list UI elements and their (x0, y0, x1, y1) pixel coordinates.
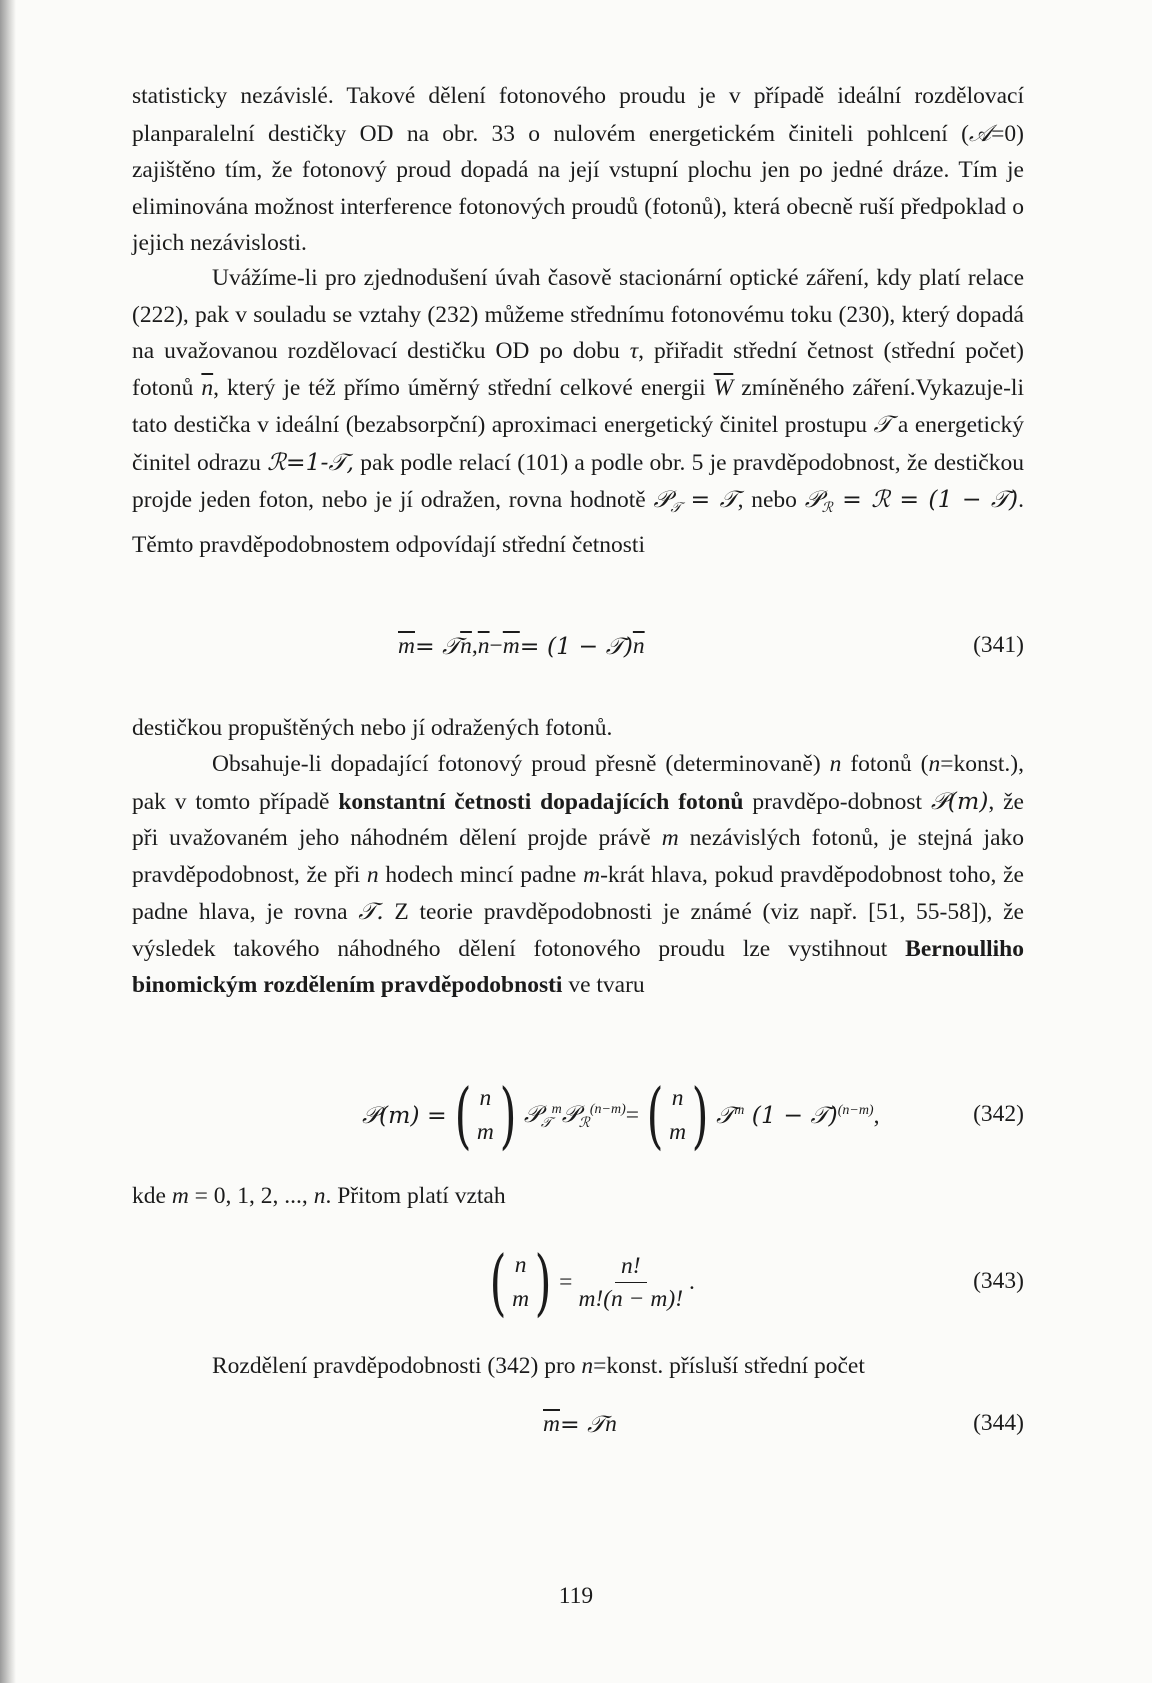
page-number: 119 (558, 1583, 594, 1609)
binomial-coefficient: ( n m ) (454, 1073, 517, 1157)
paragraph-4: Obsahuje-li dopadající fotonový proud přesně (determinovaně) n fotonů (n=konst.), pak v tomto případě konstantní četnosti dopadajících fotonů pravděpo-dobnost 𝒫(m), že při uvažovaném jeho náhodném dělení projde právě m nezávislých fotonů, je stejná jako pravděpodobnost, že při n hodech mincí padne m-krát hlava, pokud pravděpodobnost toho, že padne hlava, je rovna 𝒯. Z teorie pravděpodobnosti je známé (viz např. [51, 55-58]), že výsledek takového náhodného dělení fotonového proudu lze vystihnout Bernoulliho binomickým rozdělením pravděpodobnosti ve tvaru (132, 751, 1024, 998)
equation-342: 𝒫(m) = ( n m ) 𝒫$_𝒯^m$𝒫$_ℛ^{(n-m)}$ = ( n m ) 𝒯$^m$ (1 − 𝒯)$^{(n-m)}$, (342) (362, 1073, 1024, 1157)
equation-341: $\overline{m}$ = 𝒯 $\overline{n}$ , $\overline{n}$ − $\overline{m}$ = (1 − 𝒯) $\overline{n}$ (341) (398, 632, 1024, 660)
paragraph-5: Rozdělení pravděpodobnosti (342) pro n=konst. přísluší střední počet (212, 1353, 865, 1379)
equation-number-344: (344) (973, 1410, 1024, 1436)
paragraph-2: Uvážíme-li pro zjednodušení úvah časově stacionární optické záření, kdy platí relace (222), pak v souladu se vztahy (232) můžeme střednímu fotonovému toku (230), který dopadá na uvažovanou rozdělovací destičku OD po dobu τ, přiřadit střední četnost (střední počet) fotonů $\overline{n}$, který je též přímo úměrný střední celkové energii $\overline{W}$ zmíněného záření.Vykazuje-li tato destička v ideální (bezabsorpční) aproximaci energetický činitel prostupu 𝒯 a energetický činitel odrazu ℛ=1-𝒯, pak podle relací (101) a podle obr. 5 je pravděpodobnost, že destičkou projde jeden foton, nebo je jí odražen, rovna hodnotě 𝒫$_𝒯$ = 𝒯, nebo 𝒫$_ℛ$ = ℛ = (1 − 𝒯). Těmto pravděpodobnostem odpovídají střední četnosti (132, 265, 1024, 558)
book-binding-shadow (0, 0, 16, 1683)
fraction: $\frac{n!}{m!(n - m)!}$ (578, 1250, 683, 1315)
paragraph-kde: kde m = 0, 1, 2, ..., n. Přitom platí vztah (132, 1183, 506, 1209)
binomial-coefficient: ( n m ) (489, 1240, 552, 1324)
paragraph-1: statisticky nezávislé. Takové dělení fotonového proudu je v případě ideální rozdělovací planparalelní destičky OD na obr. 33 o nulovém energetickém činiteli pohlcení (𝒜=0) zajištěno tím, že fotonový proud dopadá na její vstupní plochu jen po jedné dráze. Tím je eliminována možnost interference fotonových proudů (fotonů), která obecně ruší předpoklad o jejich nezávislosti. (132, 83, 1024, 256)
equation-344: $\overline{m}$ = 𝒯 n (344) (543, 1410, 1024, 1438)
equation-343: ( n m ) = $\frac{n!}{m!(n - m)!}$ . (343) (132, 1232, 1024, 1332)
equation-number-343: (343) (973, 1268, 1024, 1294)
paragraph-3: destičkou propuštěných nebo jí odražených fotonů. (132, 715, 613, 741)
equation-number-342: (342) (973, 1101, 1024, 1127)
binomial-coefficient: ( n m ) (646, 1073, 709, 1157)
equation-number-341: (341) (973, 632, 1024, 658)
